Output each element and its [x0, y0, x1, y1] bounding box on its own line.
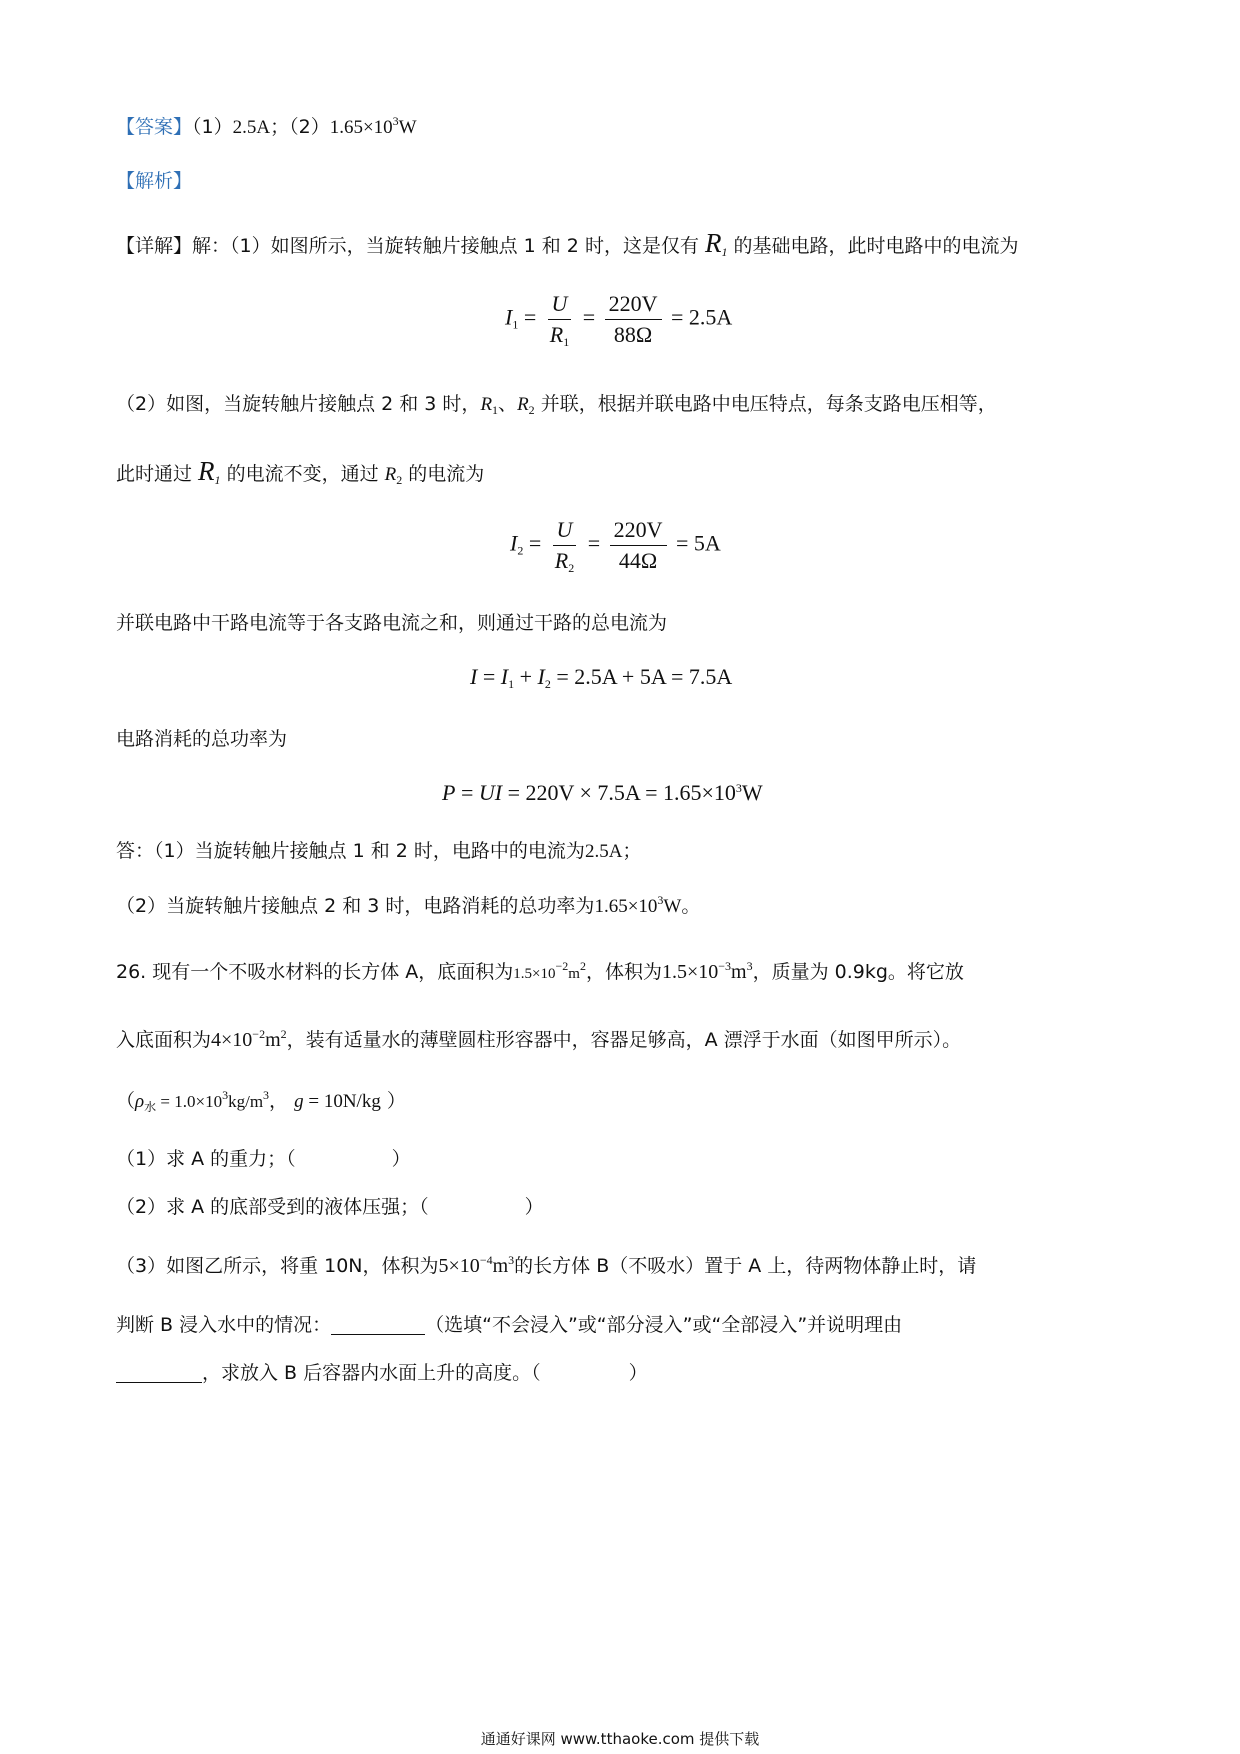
eq2-den1: R — [554, 548, 569, 574]
part2-r2b-symbol: R — [384, 464, 397, 485]
eq2-lhs: I — [510, 530, 518, 556]
q26-vol-unit-exp: 3 — [746, 959, 753, 973]
final-answer-1-end: ； — [622, 840, 642, 862]
part2-r1b-sub: 1 — [214, 473, 221, 487]
q26-sub3-d: （选填“不会浸入”或“部分浸入”或“全部浸入”并说明理由 — [425, 1314, 903, 1336]
eq4-unit: W — [741, 780, 763, 805]
eq2-result: = 5A — [676, 530, 721, 556]
q26-blank-1[interactable] — [331, 1314, 425, 1335]
final-answer-2-exp: 3 — [657, 893, 664, 907]
q26-sub2-close: ） — [524, 1196, 544, 1218]
q26-container-area — [211, 1029, 287, 1051]
eq4-exp: 3 — [735, 781, 742, 795]
final-answer-2-unit: W — [663, 896, 682, 917]
part2-r2-sub: 2 — [528, 403, 535, 417]
part2-r1b — [198, 456, 221, 486]
detail-text-b: 的基础电路，此时电路中的电流为 — [727, 235, 1019, 257]
q26-cont-unit-exp: 2 — [280, 1027, 287, 1041]
answer-part2-unit: W — [398, 117, 417, 138]
eq4-lhs: P — [442, 780, 456, 805]
eq1-den1-sub: 1 — [563, 335, 570, 350]
q26-cont-mant: 4×10 — [211, 1029, 253, 1051]
q26-sub3-line3 — [116, 1362, 648, 1383]
part2-line2-c: 的电流为 — [402, 463, 485, 485]
q26-area — [513, 959, 586, 982]
q26-area-unit: m — [568, 966, 580, 982]
q26-const-comma: ， — [269, 1090, 289, 1112]
q26-l1-c: ，质量为 0.9kg。将它放 — [752, 961, 964, 983]
answer-part2-value — [329, 114, 417, 138]
q26-vol-mant: 1.5×10 — [661, 961, 719, 983]
part2-line2-a: 此时通过 — [116, 463, 199, 485]
eq1-num2: 220V — [605, 292, 662, 320]
part2-line2 — [116, 458, 484, 485]
q26-sub3-a: （3）如图乙所示，将重 10N，体积为 — [116, 1255, 439, 1277]
answer-separator: ； — [270, 116, 290, 138]
detail-r1-symbol: R — [704, 228, 722, 258]
q26-sub3-line1 — [116, 1253, 977, 1277]
power-text: 电路消耗的总功率为 — [116, 728, 288, 750]
q26-rho-unit-exp: 3 — [263, 1088, 270, 1102]
part2-r1-sub: 1 — [492, 403, 499, 417]
q26-b-vol-exp: −4 — [479, 1253, 493, 1267]
eq2-den1-sub: 2 — [568, 561, 575, 576]
q26-const-close: ） — [386, 1090, 406, 1112]
eq3-c: I — [537, 664, 545, 689]
part2-r2 — [517, 394, 535, 415]
q26-line2 — [116, 1027, 962, 1051]
q26-rho-value: = 1.0×10 — [156, 1092, 223, 1111]
q26-const-open: （ — [116, 1090, 136, 1112]
part2-line1-a: （2）如图，当旋转触片接触点 2 和 3 时， — [116, 393, 481, 415]
q26-l2-b: ，装有适量水的薄壁圆柱形容器中，容器足够高，A 漂浮于水面（如图甲所示）。 — [286, 1029, 962, 1051]
final-answer-1 — [116, 842, 641, 861]
detail-r1-sub: 1 — [721, 245, 728, 259]
q26-sub3-c: 判断 B 浸入水中的情况： — [116, 1314, 332, 1336]
q26-sub1-close: ） — [391, 1148, 411, 1170]
q26-sub2 — [116, 1198, 544, 1217]
part2-line1 — [116, 393, 997, 417]
final-answer-2-end: 。 — [681, 895, 701, 917]
q26-sub3-line2 — [116, 1314, 902, 1335]
eq1-den1: R — [549, 322, 564, 348]
eq1-fraction-1 — [546, 291, 573, 350]
q26-constants — [116, 1088, 406, 1114]
q26-sub3-e: ，求放入 B 后容器内水面上升的高度。（ — [202, 1362, 541, 1384]
q26-b-volume — [439, 1255, 515, 1277]
q26-sub3-b: 的长方体 B（不吸水）置于 A 上，待两物体静止时，请 — [514, 1255, 977, 1277]
eq3-a: I — [470, 664, 478, 689]
q26-volume — [662, 961, 753, 983]
eq2-fraction-1 — [551, 517, 578, 576]
q26-blank-2[interactable] — [116, 1362, 202, 1383]
q26-rho: ρ — [135, 1091, 145, 1112]
q26-g-value: = 10N/kg — [303, 1091, 381, 1112]
answer-tag: 【答案】 — [116, 116, 193, 138]
eq1-lhs-sub: 1 — [512, 317, 519, 332]
eq2-den2: 44Ω — [618, 548, 658, 574]
q26-l1-b: ，体积为 — [585, 961, 662, 983]
footer-text: 通通好课网 www.tthaoke.com 提供下载 — [480, 1730, 760, 1748]
part2-line2-b: 的电流不变，通过 — [220, 463, 385, 485]
q26-rho-exp: 3 — [222, 1088, 229, 1102]
eq2-fraction-2 — [610, 518, 667, 573]
answer-line — [116, 114, 417, 138]
q26-rho-sub: 水 — [144, 1100, 157, 1114]
answer-part2-mantissa: 1.65×10 — [329, 117, 393, 138]
eq4-rest: = 220V × 7.5A = 1.65×10 — [507, 780, 736, 805]
eq2-num2: 220V — [610, 518, 667, 546]
q26-b-vol-mant: 5×10 — [438, 1255, 480, 1277]
q26-area-mant: 1.5×10 — [513, 966, 556, 982]
q26-g-symbol: g — [294, 1091, 304, 1112]
part2-r1 — [480, 394, 498, 415]
parallel-text: 并联电路中干路电流等于各支路电流之和，则通过干路的总电流为 — [116, 612, 668, 634]
detail-tag: 【详解】 — [116, 235, 193, 257]
q26-l1-a: 26. 现有一个不吸水材料的长方体 A，底面积为 — [116, 961, 514, 983]
q26-sub3-close: ） — [628, 1362, 648, 1384]
equation-i1: $I_1$ = $\frac{U}{R_1}$ = $\frac{220V}{88\Omega}$ = 2.5A — [505, 291, 733, 350]
eq1-den2: 88Ω — [613, 322, 653, 348]
q26-sub1-text: （1）求 A 的重力；（ — [116, 1148, 296, 1170]
part2-r2b-sub: 2 — [396, 473, 403, 487]
answer-part2-exponent: 3 — [392, 114, 399, 128]
answer-part2-label: （2） — [289, 116, 330, 138]
part2-r2-symbol: R — [517, 394, 529, 415]
part2-r1b-symbol: R — [198, 456, 215, 486]
eq2-num1: U — [553, 518, 577, 546]
eq2-lhs-sub: 2 — [517, 543, 524, 558]
q26-line1 — [116, 959, 964, 983]
eq1-num1: U — [548, 292, 572, 320]
part2-dun: 、 — [498, 393, 518, 415]
eq1-fraction-2 — [605, 292, 662, 347]
answer-part1-label: （1） — [192, 116, 233, 138]
q26-vol-exp: −3 — [718, 959, 732, 973]
q26-b-vol-unit-exp: 3 — [508, 1253, 515, 1267]
q26-l2-a: 入底面积为 — [116, 1029, 212, 1051]
part2-line1-b: 并联，根据并联电路中电压特点，每条支路电压相等， — [534, 393, 997, 415]
final-answer-2-text: （2）当旋转触片接触点 2 和 3 时，电路消耗的总功率为 — [116, 895, 595, 917]
q26-cont-exp: −2 — [252, 1027, 266, 1041]
equation-total-current: $I = I_1 + I_2 = 2.5A + 5A = 7.5A$ — [470, 664, 733, 691]
analysis-tag: 【解析】 — [116, 170, 193, 192]
equation-power: P = UI = $220V \times 7.5A = 1.65\times 10^3W$ — [442, 780, 763, 805]
detail-r1 — [705, 228, 728, 258]
final-answer-1-text: 答：（1）当旋转触片接触点 1 和 2 时，电路中的电流为 — [116, 840, 585, 862]
detail-line — [116, 230, 1019, 257]
eq3-c-sub: 2 — [544, 677, 551, 691]
eq4-ui: UI — [478, 780, 503, 805]
q26-cont-unit: m — [265, 1029, 281, 1051]
part2-r2b — [385, 464, 403, 485]
final-answer-2 — [116, 893, 701, 917]
equation-i2: $I_2$ = $\frac{U}{R_2}$ = $\frac{220V}{44\Omega}$ = 5A — [510, 517, 721, 576]
q26-area-unit-exp: 2 — [579, 959, 586, 973]
q26-b-vol-unit: m — [492, 1255, 509, 1277]
eq1-lhs: I — [505, 304, 513, 330]
q26-vol-unit: m — [731, 961, 747, 983]
q26-area-exp: −2 — [555, 959, 569, 973]
q26-sub2-text: （2）求 A 的底部受到的液体压强；（ — [116, 1196, 429, 1218]
final-answer-1-value: 2.5A — [584, 841, 623, 862]
part2-r1-symbol: R — [480, 394, 493, 415]
eq3-b: I — [500, 664, 509, 689]
eq1-result: = 2.5A — [671, 304, 733, 330]
q26-sub1 — [116, 1150, 411, 1169]
q26-rho-unit: kg/m — [228, 1092, 264, 1111]
eq3-b-sub: 1 — [508, 677, 515, 691]
final-answer-2-mantissa: 1.65×10 — [594, 896, 658, 917]
answer-part1-value: 2.5A — [232, 117, 271, 138]
detail-text-a: 解：（1）如图所示，当旋转触片接触点 1 和 2 时，这是仅有 — [192, 235, 705, 257]
eq3-rest: = 2.5A + 5A = 7.5A — [556, 664, 733, 689]
analysis-line — [116, 172, 192, 191]
